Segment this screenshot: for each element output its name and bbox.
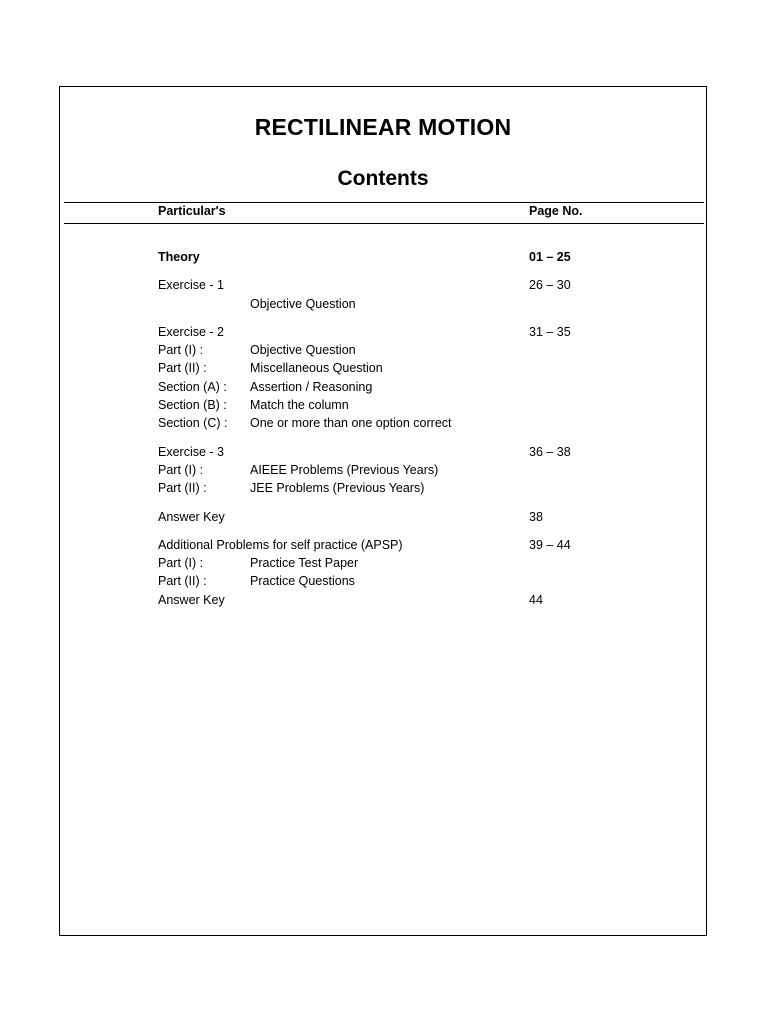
toc-row (158, 536, 678, 554)
toc-row (158, 479, 678, 497)
column-header-particulars: Particular's (158, 204, 226, 218)
toc-entry-label: Answer Key (158, 592, 225, 607)
toc-entry-detail: JEE Problems (Previous Years) (250, 481, 425, 496)
toc-entry-label: Additional Problems for self practice (APSP) (158, 537, 403, 552)
toc-row (158, 323, 678, 341)
toc-row (158, 248, 678, 266)
toc-entry-label: Part (II) : (158, 361, 207, 376)
toc-row (158, 378, 678, 396)
toc-row (158, 461, 678, 479)
toc-entry-page: 31 – 35 (529, 324, 571, 339)
toc-row (158, 359, 678, 377)
toc-group (158, 443, 678, 498)
toc-entry-label: Part (II) : (158, 481, 207, 496)
toc-entry-page: 36 – 38 (529, 444, 571, 459)
toc-group (158, 508, 678, 526)
contents-heading: Contents (337, 167, 429, 190)
toc-entry-label: Exercise - 2 (158, 324, 224, 339)
toc-entry-label: Exercise - 3 (158, 444, 224, 459)
toc-entry-label: Section (C) : (158, 416, 228, 431)
toc-row (158, 396, 678, 414)
toc-row (158, 443, 678, 461)
toc-entry-detail: Assertion / Reasoning (250, 379, 373, 394)
toc-entry-label: Theory (158, 250, 200, 264)
toc-row (158, 295, 678, 313)
column-header-page-no: Page No. (529, 204, 583, 218)
toc-group (158, 248, 678, 266)
toc-entry-label: Part (II) : (158, 574, 207, 589)
toc-entry-label: Section (A) : (158, 379, 227, 394)
toc-row (158, 554, 678, 572)
toc-entry-detail: One or more than one option correct (250, 416, 452, 431)
table-of-contents (158, 248, 678, 619)
toc-entry-label: Part (I) : (158, 462, 204, 477)
toc-row (158, 414, 678, 432)
toc-row (158, 276, 678, 294)
toc-entry-page: 01 – 25 (529, 250, 571, 264)
toc-entry-detail: Practice Questions (250, 574, 355, 589)
toc-group (158, 323, 678, 433)
toc-row (158, 508, 678, 526)
toc-entry-detail: Miscellaneous Question (250, 361, 383, 376)
toc-entry-page: 39 – 44 (529, 537, 571, 552)
toc-entry-page: 26 – 30 (529, 278, 571, 293)
toc-entry-label: Part (I) : (158, 556, 204, 571)
toc-entry-label: Exercise - 1 (158, 278, 224, 293)
toc-group (158, 276, 678, 313)
toc-entry-detail: AIEEE Problems (Previous Years) (250, 462, 439, 477)
toc-entry-detail: Match the column (250, 398, 349, 413)
toc-row (158, 572, 678, 590)
toc-entry-label: Answer Key (158, 509, 225, 524)
toc-entry-page: 44 (529, 592, 543, 607)
toc-entry-detail: Objective Question (250, 343, 356, 358)
header-rule-top (64, 202, 704, 203)
header-rule-bottom (64, 223, 704, 224)
toc-row (158, 591, 678, 609)
document-title: RECTILINEAR MOTION (254, 114, 512, 140)
toc-entry-detail: Objective Question (250, 296, 356, 311)
toc-entry-detail: Practice Test Paper (250, 556, 359, 571)
toc-entry-page: 38 (529, 509, 543, 524)
toc-entry-label: Part (I) : (158, 343, 204, 358)
toc-row (158, 341, 678, 359)
toc-entry-label: Section (B) : (158, 398, 227, 413)
toc-group (158, 536, 678, 609)
